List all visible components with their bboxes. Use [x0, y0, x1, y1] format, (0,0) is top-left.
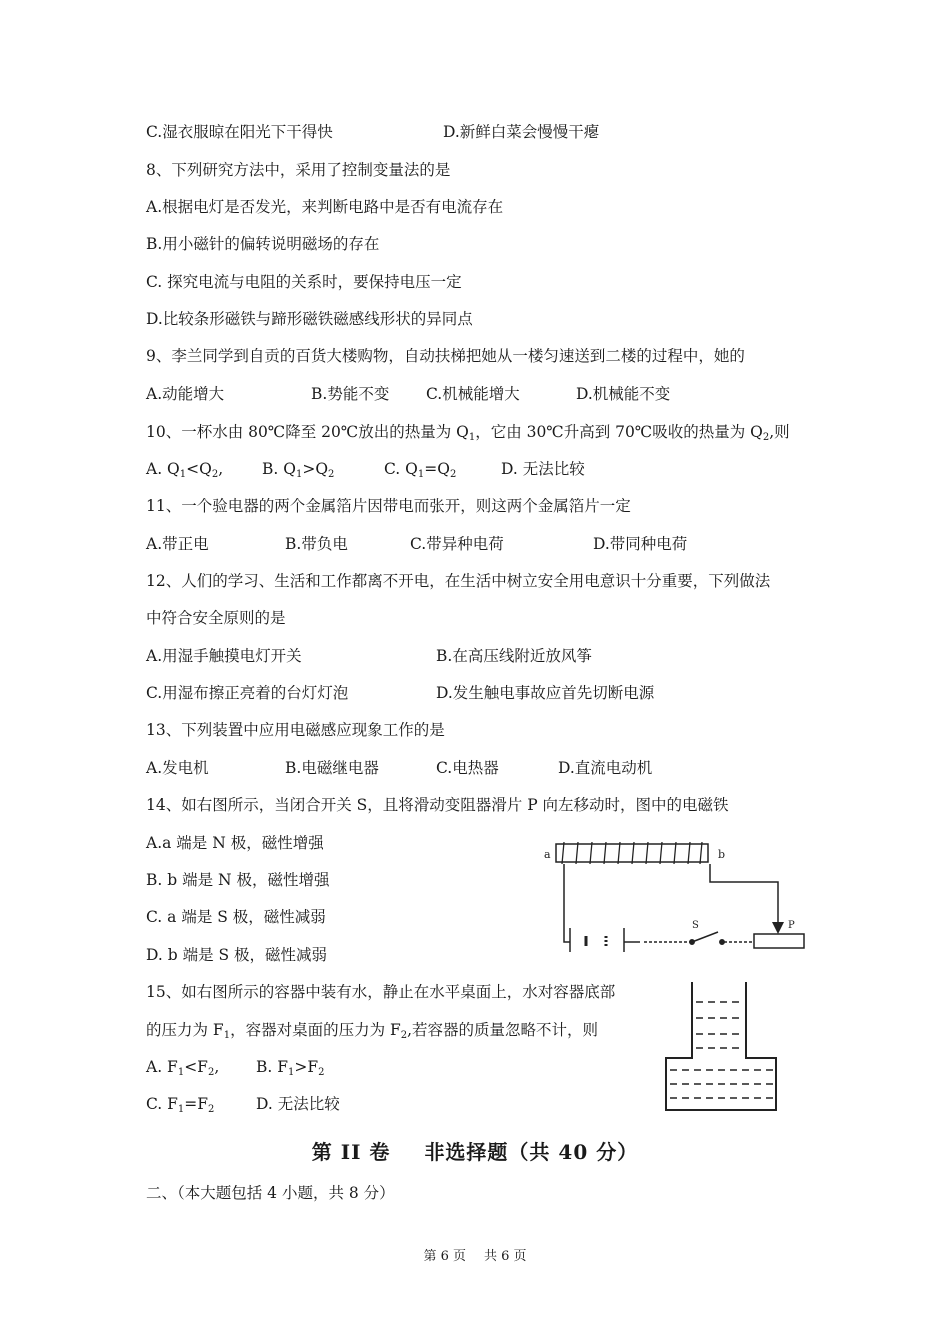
q8-option-a: A.根据电灯是否发光，来判断电路中是否有电流存在	[146, 198, 504, 216]
q8-option-b: B.用小磁针的偏转说明磁场的存在	[146, 235, 380, 253]
question-14: 14、如右图所示，当闭合开关 S，且将滑动变阻器滑片 P 向左移动时，图中的电磁铁	[146, 796, 729, 814]
question-13: 13、下列装置中应用电磁感应现象工作的是	[146, 721, 445, 739]
label-b: b	[718, 848, 726, 861]
q13-option-d: D.直流电动机	[558, 759, 653, 777]
q15-option-d: D. 无法比较	[256, 1095, 340, 1113]
q15-option-c: C. $F_1=F_2$	[146, 1095, 215, 1115]
q14-option-d: D. b 端是 S 极，磁性减弱	[146, 946, 328, 964]
question-12-line-2: 中符合安全原则的是	[146, 609, 286, 627]
label-p: P	[788, 920, 795, 931]
q10-option-d: D. 无法比较	[501, 460, 585, 478]
q9-option-d: D.机械能不变	[576, 385, 671, 403]
q9-option-c: C.机械能增大	[426, 385, 520, 403]
q8-option-d: D.比较条形磁铁与蹄形磁铁磁感线形状的异同点	[146, 310, 473, 328]
q7-option-c: C.湿衣服晾在阳光下干得快	[146, 123, 333, 141]
q14-option-b: B. b 端是 N 极，磁性增强	[146, 871, 330, 889]
page-total: 共 6 页	[484, 1249, 527, 1264]
q12-option-a: A.用湿手触摸电灯开关	[146, 647, 302, 665]
q12-option-c: C.用湿布擦正亮着的台灯灯泡	[146, 684, 349, 702]
q10-option-a: A. $Q_1<Q_2$,	[146, 460, 224, 480]
electromagnet-circuit-figure	[540, 838, 812, 956]
question-11: 11、一个验电器的两个金属箔片因带电而张开，则这两个金属箔片一定	[146, 497, 631, 515]
section-title: 第 II 卷 非选择题（共 40 分）	[311, 1140, 639, 1164]
q9-option-a: A.动能增大	[146, 385, 225, 403]
question-9: 9、李兰同学到自贡的百货大楼购物，自动扶梯把她从一楼匀速送到二楼的过程中，她的	[146, 347, 745, 365]
part-2-heading: 二、（本大题包括 4 小题，共 8 分）	[146, 1184, 395, 1202]
question-8: 8、下列研究方法中，采用了控制变量法的是	[146, 161, 451, 179]
label-s: S	[692, 920, 699, 931]
q13-option-a: A.发电机	[146, 759, 209, 777]
question-10: 10、一杯水由 80℃降至 20℃放出的热量为 $Q_1$，它由 30℃升高到 70℃吸收的热量为 $Q_2$,则	[146, 423, 790, 443]
q11-option-a: A.带正电	[146, 535, 209, 553]
q11-option-b: B.带负电	[285, 535, 348, 553]
q11-option-d: D.带同种电荷	[593, 535, 688, 553]
q14-option-c: C. a 端是 S 极，磁性减弱	[146, 908, 326, 926]
question-15-line-1: 15、如右图所示的容器中装有水，静止在水平桌面上，水对容器底部	[146, 983, 616, 1001]
q14-option-a: A.a 端是 N 极，磁性增强	[146, 834, 324, 852]
q13-option-b: B.电磁继电器	[285, 759, 379, 777]
page-number: 第 6 页	[423, 1249, 466, 1264]
q13-option-c: C.电热器	[436, 759, 499, 777]
q9-option-b: B.势能不变	[311, 385, 390, 403]
q12-option-b: B.在高压线附近放风筝	[436, 647, 592, 665]
q8-option-c: C. 探究电流与电阻的关系时，要保持电压一定	[146, 273, 462, 291]
q11-option-c: C.带异种电荷	[410, 535, 504, 553]
question-12-line-1: 12、人们的学习、生活和工作都离不开电，在生活中树立安全用电意识十分重要，下列做法	[146, 572, 771, 590]
question-15-line-2: 的压力为 $F_1$，容器对桌面的压力为 $F_2$,若容器的质量忽略不计，则	[146, 1021, 599, 1041]
slider-arrow-icon	[772, 922, 784, 934]
q10-option-b: B. $Q_1>Q_2$	[262, 460, 335, 480]
q7-option-d: D.新鲜白菜会慢慢干瘪	[443, 123, 600, 141]
page-footer	[0, 1245, 950, 1264]
water-container-figure	[662, 980, 780, 1114]
q15-option-a: A. $F_1<F_2$,	[146, 1058, 220, 1078]
q12-option-d: D.发生触电事故应首先切断电源	[436, 684, 655, 702]
q15-option-b: B. $F_1>F_2$	[256, 1058, 325, 1078]
q10-option-c: C. $Q_1=Q_2$	[384, 460, 457, 480]
label-a: a	[544, 848, 551, 861]
